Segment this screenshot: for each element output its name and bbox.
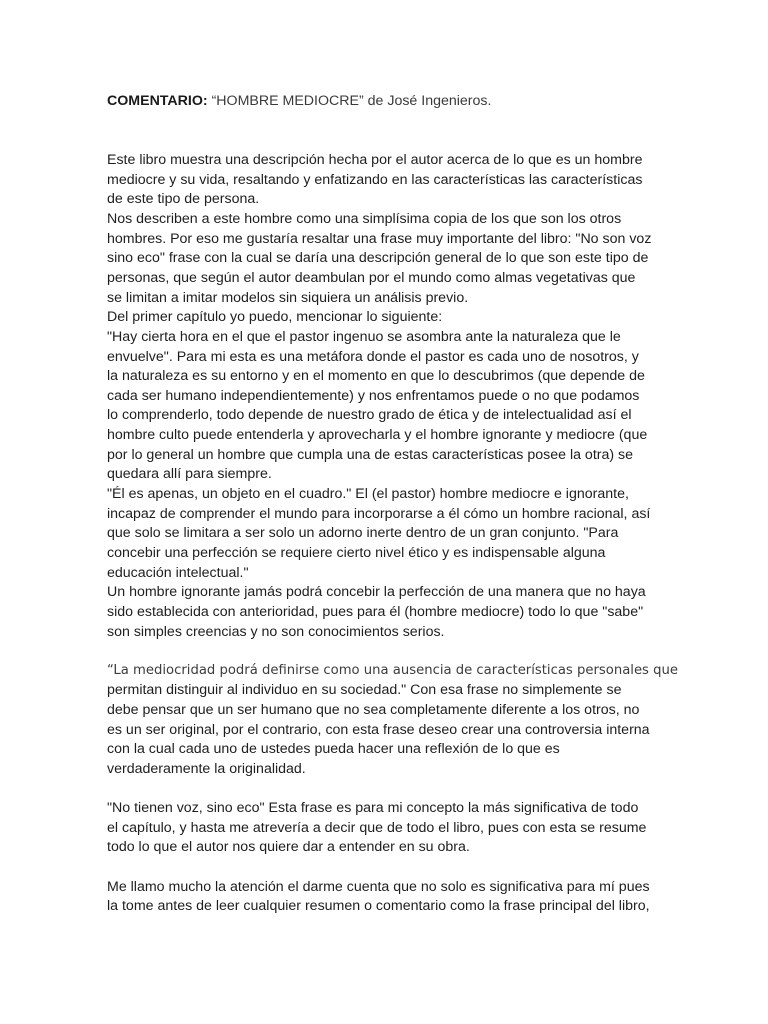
- text-line: Este libro muestra una descripción hecha por el autor acerca de lo que es un hombre: [107, 152, 643, 168]
- text-line: de este tipo de persona.: [107, 191, 260, 207]
- title-text: “HOMBRE MEDIOCRE” de José Ingenieros.: [207, 93, 492, 109]
- text-line: debe pensar que un ser humano que no sea completamente diferente a los otros, no: [107, 702, 640, 718]
- text-line: hombres. Por eso me gustaría resaltar una frase muy importante del libro: "No son voz: [107, 231, 652, 247]
- text-line: se limitan a imitar modelos sin siquiera un análisis previo.: [107, 290, 469, 306]
- text-line: que solo se limitara a ser solo un adorno inerte dentro de un gran conjunto. "Para: [107, 525, 619, 541]
- text-line: "Hay cierta hora en el que el pastor ingenuo se asombra ante la naturaleza que le: [107, 329, 621, 345]
- quote-line: “La mediocridad podrá definirse como una ausencia de características personales que: [107, 663, 678, 678]
- text-line: verdaderamente la originalidad.: [107, 761, 306, 777]
- text-line: Nos describen a este hombre como una simplísima copia de los que son los otros: [107, 211, 622, 227]
- text-line: con la cual cada uno de ustedes pueda hacer una reflexión de lo que es: [107, 741, 560, 757]
- document-title: [107, 91, 491, 111]
- text-line: cada ser humano independientemente) y nos enfrentamos puede o no que podamos: [107, 388, 640, 404]
- text-line: por lo general un hombre que cumpla una de estas características posee la otra) se: [107, 447, 634, 463]
- text-line: todo lo que el autor nos quiere dar a entender en su obra.: [107, 839, 470, 855]
- text-line: mediocre y su vida, resaltando y enfatizando en las características las características: [107, 172, 643, 188]
- text-line: "Él es apenas, un objeto en el cuadro." El (el pastor) hombre mediocre e ignorante,: [107, 486, 629, 502]
- text-line: sido establecida con anterioridad, pues para él (hombre mediocre) todo lo que "sabe": [107, 604, 644, 620]
- text-line: Un hombre ignorante jamás podrá concebir la perfección de una manera que no haya: [107, 584, 646, 600]
- title-label: COMENTARIO:: [107, 93, 208, 109]
- text-line: educación intelectual.": [107, 565, 249, 581]
- text-line: el capítulo, y hasta me atrevería a decir que de todo el libro, pues con esta se resume: [107, 820, 647, 836]
- text-line: personas, que según el autor deambulan por el mundo como almas vegetativas que: [107, 270, 636, 286]
- text-line: Me llamo mucho la atención el darme cuenta que no solo es significativa para mí pues: [107, 879, 650, 895]
- text-line: la naturaleza es su entorno y en el momento en que lo descubrimos (que depende de: [107, 368, 645, 384]
- text-line: incapaz de comprender el mundo para incorporarse a él cómo un hombre racional, así: [107, 506, 651, 522]
- text-line: permitan distinguir al individuo en su sociedad." Con esa frase no simplemente se: [107, 682, 622, 698]
- text-line: "No tienen voz, sino eco" Esta frase es para mi concepto la más significativa de todo: [107, 800, 639, 816]
- text-line: la tome antes de leer cualquier resumen o comentario como la frase principal del libro,: [107, 898, 650, 914]
- text-line: sino eco" frase con la cual se daría una descripción general de lo que son este tipo de: [107, 250, 649, 266]
- text-line: envuelve". Para mi esta es una metáfora donde el pastor es cada uno de nosotros, y: [107, 349, 639, 365]
- text-line: Del primer capítulo yo puedo, mencionar lo siguiente:: [107, 309, 443, 325]
- text-line: hombre culto puede entenderla y aprovecharla y el hombre ignorante y mediocre (que: [107, 427, 648, 443]
- text-line: es un ser original, por el contrario, con esta frase deseo crear una controversia interna: [107, 722, 650, 738]
- text-line: quedara allí para siempre.: [107, 466, 272, 482]
- text-line: concebir una perfección se requiere cierto nivel ético y es indispensable alguna: [107, 545, 606, 561]
- text-line: lo comprenderlo, todo depende de nuestro grado de ética y de intelectualidad así el: [107, 407, 632, 423]
- text-line: son simples creencias y no son conocimientos serios.: [107, 624, 445, 640]
